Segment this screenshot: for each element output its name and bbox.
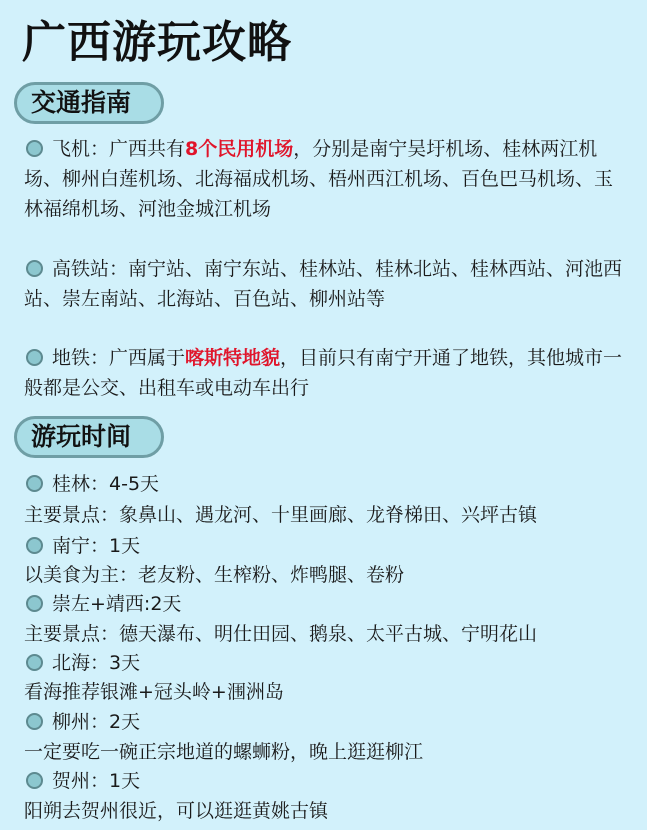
list-item-desc: 以美食为主：老友粉、生榨粉、炸鸭腿、卷粉 [24,564,405,586]
item-head-text: 贺州：1天 [52,770,141,792]
section-heading-transport: 交通指南 [14,82,164,124]
paragraph-flight [24,134,629,224]
item-head-text: 崇左+靖西:2天 [52,593,182,615]
bullet-circle-icon [26,654,43,671]
metro-text-pre: 地铁：广西属于 [52,347,186,369]
list-item-desc: 主要景点：德天瀑布、明仕田园、鹅泉、太平古城、宁明花山 [24,623,538,645]
list-item-desc: 主要景点：象鼻山、遇龙河、十里画廊、龙脊梯田、兴坪古镇 [24,504,538,526]
section-heading-time: 游玩时间 [14,416,164,458]
metro-highlight: 喀斯特地貌 [185,347,281,369]
rail-text: 高铁站：南宁站、南宁东站、桂林站、桂林北站、桂林西站、河池西站、崇左南站、北海站、百色站、柳州站等 [24,258,623,310]
bullet-circle-icon [26,140,43,157]
bullet-circle-icon [26,475,43,492]
bullet-circle-icon [26,713,43,730]
list-item-head [24,532,140,560]
item-head-text: 桂林：4-5天 [52,473,160,495]
list-item-desc: 看海推荐银滩+冠头岭+涠洲岛 [24,681,284,703]
item-head-text: 南宁：1天 [52,535,141,557]
list-item-desc: 一定要吃一碗正宗地道的螺蛳粉，晚上逛逛柳江 [24,741,424,763]
list-item-head [24,470,159,498]
bullet-circle-icon [26,595,43,612]
bullet-circle-icon [26,537,43,554]
list-item-head [24,767,140,795]
item-head-text: 柳州：2天 [52,711,141,733]
bullet-circle-icon [26,349,43,366]
paragraph-metro [24,343,629,403]
flight-text-post: ，分别是南宁吴圩机场、桂林两江机场、柳州白莲机场、北海福成机场、梧州西江机场、百色巴马机场、玉林福绵机场、河池金城江机场 [24,138,614,220]
list-item-desc: 阳朔去贺州很近，可以逛逛黄姚古镇 [24,800,329,822]
list-item-head [24,590,181,618]
list-item-head [24,708,140,736]
paragraph-rail [24,254,629,314]
list-item-head [24,649,140,677]
bullet-circle-icon [26,260,43,277]
bullet-circle-icon [26,772,43,789]
item-head-text: 北海：3天 [52,652,141,674]
flight-highlight: 8个民用机场 [185,138,294,160]
page-title: 广西游玩攻略 [22,17,292,68]
metro-text-post: ，目前只有南宁开通了地铁，其他城市一般都是公交、出租车或电动车出行 [24,347,623,399]
flight-text-pre: 飞机：广西共有 [52,138,186,160]
